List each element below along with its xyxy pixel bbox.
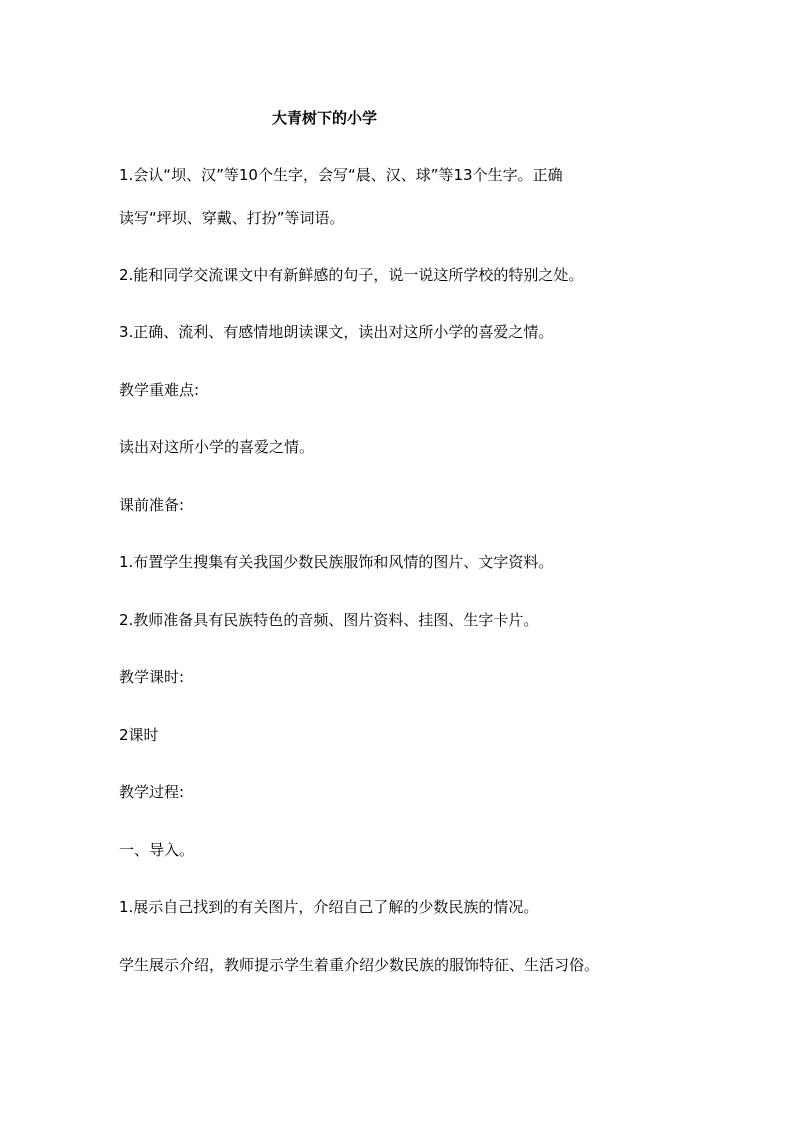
section-heading-preparation: 课前准备: [119,496,185,514]
preparation-item-1: 1.布置学生搜集有关我国少数民族服饰和风情的图片、文字资料。 [119,553,554,571]
process-step-heading: 一、导入。 [119,841,195,859]
objective-3: 3.正确、流利、有感情地朗读课文，读出对这所小学的喜爱之情。 [119,323,554,341]
objective-2: 2.能和同学交流课文中有新鲜感的句子，说一说这所学校的特别之处。 [119,266,584,284]
objective-1-line-2: 读写“坪坝、穿戴、打扮”等词语。 [119,209,345,227]
objective-1-line-1: 1.会认“坝、汉”等10个生字，会写“晨、汉、球”等13个生字。正确 [119,166,563,184]
section-heading-key-points: 教学重难点: [119,381,200,399]
section-heading-lesson-count: 教学课时: [119,668,185,686]
process-step-1: 1.展示自己找到的有关图片，介绍自己了解的少数民族的情况。 [119,898,539,916]
section-heading-process: 教学过程: [119,783,185,801]
lesson-count-text: 2课时 [119,726,159,744]
process-step-1-note: 学生展示介绍，教师提示学生着重介绍少数民族的服饰特征、生活习俗。 [119,956,600,974]
key-points-text: 读出对这所小学的喜爱之情。 [119,438,315,456]
document-title: 大青树下的小学 [272,109,378,127]
preparation-item-2: 2.教师准备具有民族特色的音频、图片资料、挂图、生字卡片。 [119,611,539,629]
